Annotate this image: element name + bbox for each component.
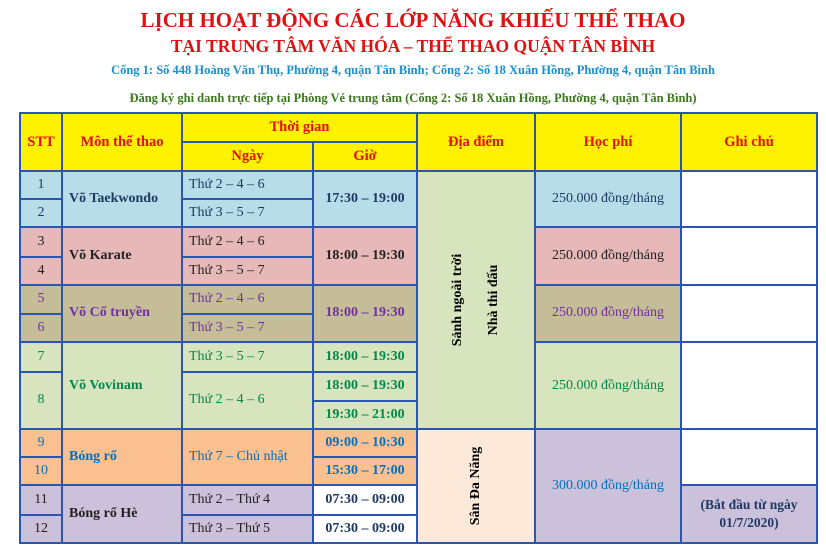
registration-line: Đăng ký ghi danh trực tiếp tại Phòng Vé trung tâm (Cổng 2: Số 18 Xuân Hồng, Phường 4, quận Tân Bình)	[129, 91, 697, 105]
fee-cell: 300.000 đồng/tháng	[535, 429, 681, 543]
day-cell: Thứ 7 – Chủ nhật	[182, 429, 313, 485]
table-row	[20, 171, 817, 199]
col-header-sport: Môn thể thao	[62, 113, 182, 171]
col-header-time: Thời gian	[182, 113, 417, 142]
note-cell	[681, 285, 817, 343]
sport-cell: Võ Vovinam	[62, 342, 182, 429]
header-row	[20, 113, 817, 142]
sport-cell: Võ Cổ truyền	[62, 285, 182, 343]
col-header-fee: Học phí	[535, 113, 681, 171]
col-header-location: Địa điểm	[417, 113, 535, 171]
day-cell: Thứ 2 – Thứ 4	[182, 485, 313, 515]
col-header-note: Ghi chú	[681, 113, 817, 171]
fee-cell: 250.000 đồng/tháng	[535, 171, 681, 227]
note-cell	[681, 171, 817, 227]
note-cell: (Bắt đầu từ ngày 01/7/2020)	[681, 485, 817, 543]
note-cell	[681, 429, 817, 485]
day-cell: Thứ 3 – Thứ 5	[182, 515, 313, 543]
stt-cell: 1	[20, 171, 62, 199]
hour-cell: 18:00 – 19:30	[313, 227, 417, 285]
hour-cell: 18:00 – 19:30	[313, 285, 417, 343]
hour-cell: 15:30 – 17:00	[313, 457, 417, 485]
sport-cell: Võ Taekwondo	[62, 171, 182, 227]
location-arena-label: Nhà thi đấu	[486, 264, 501, 336]
hour-cell: 07:30 – 09:00	[313, 485, 417, 515]
col-header-hour: Giờ	[313, 142, 417, 171]
day-cell: Thứ 3 – 5 – 7	[182, 199, 313, 227]
stt-cell: 3	[20, 227, 62, 257]
col-header-day: Ngày	[182, 142, 313, 171]
day-cell: Thứ 3 – 5 – 7	[182, 257, 313, 285]
hour-cell: 18:00 – 19:30	[313, 372, 417, 402]
day-cell: Thứ 3 – 5 – 7	[182, 342, 313, 372]
sport-cell: Bóng rổ	[62, 429, 182, 485]
note-cell	[681, 342, 817, 429]
stt-cell: 9	[20, 429, 62, 457]
stt-cell: 11	[20, 485, 62, 515]
stt-cell: 6	[20, 314, 62, 342]
col-header-stt: STT	[20, 113, 62, 171]
schedule-table	[19, 112, 818, 544]
fee-cell: 250.000 đồng/tháng	[535, 285, 681, 343]
title-line-2: TẠI TRUNG TÂM VĂN HÓA – THỂ THAO QUẬN TÂN BÌNH	[170, 36, 656, 56]
sport-cell: Võ Karate	[62, 227, 182, 285]
day-cell: Thứ 2 – 4 – 6	[182, 171, 313, 199]
day-cell: Thứ 3 – 5 – 7	[182, 314, 313, 342]
stt-cell: 12	[20, 515, 62, 543]
day-cell: Thứ 2 – 4 – 6	[182, 285, 313, 315]
hour-cell: 18:00 – 19:30	[313, 342, 417, 372]
note-cell	[681, 227, 817, 285]
location-cell-court	[417, 429, 535, 543]
table-row	[20, 429, 817, 457]
hour-cell: 07:30 – 09:00	[313, 515, 417, 543]
sport-cell: Bóng rổ Hè	[62, 485, 182, 543]
stt-cell: 10	[20, 457, 62, 485]
fee-cell: 250.000 đồng/tháng	[535, 342, 681, 429]
stt-cell: 2	[20, 199, 62, 227]
hour-cell: 17:30 – 19:00	[313, 171, 417, 227]
address-line: Cổng 1: Số 448 Hoàng Văn Thụ, Phường 4, quận Tân Bình; Cổng 2: Số 18 Xuân Hồng, Phường 4, quận Tân Bình	[111, 63, 715, 77]
day-cell: Thứ 2 – 4 – 6	[182, 372, 313, 430]
stt-cell: 8	[20, 372, 62, 430]
day-cell: Thứ 2 – 4 – 6	[182, 227, 313, 257]
location-court-label: Sân Đa Năng	[468, 446, 483, 526]
title-line-1: LỊCH HOẠT ĐỘNG CÁC LỚP NĂNG KHIẾU THỂ THAO	[140, 8, 686, 32]
hour-cell: 09:00 – 10:30	[313, 429, 417, 457]
stt-cell: 5	[20, 285, 62, 315]
stt-cell: 4	[20, 257, 62, 285]
location-cell-outdoor	[417, 171, 535, 429]
hour-cell: 19:30 – 21:00	[313, 401, 417, 429]
stt-cell: 7	[20, 342, 62, 372]
fee-cell: 250.000 đồng/tháng	[535, 227, 681, 285]
location-outdoor-label: Sảnh ngoài trời	[450, 253, 465, 347]
